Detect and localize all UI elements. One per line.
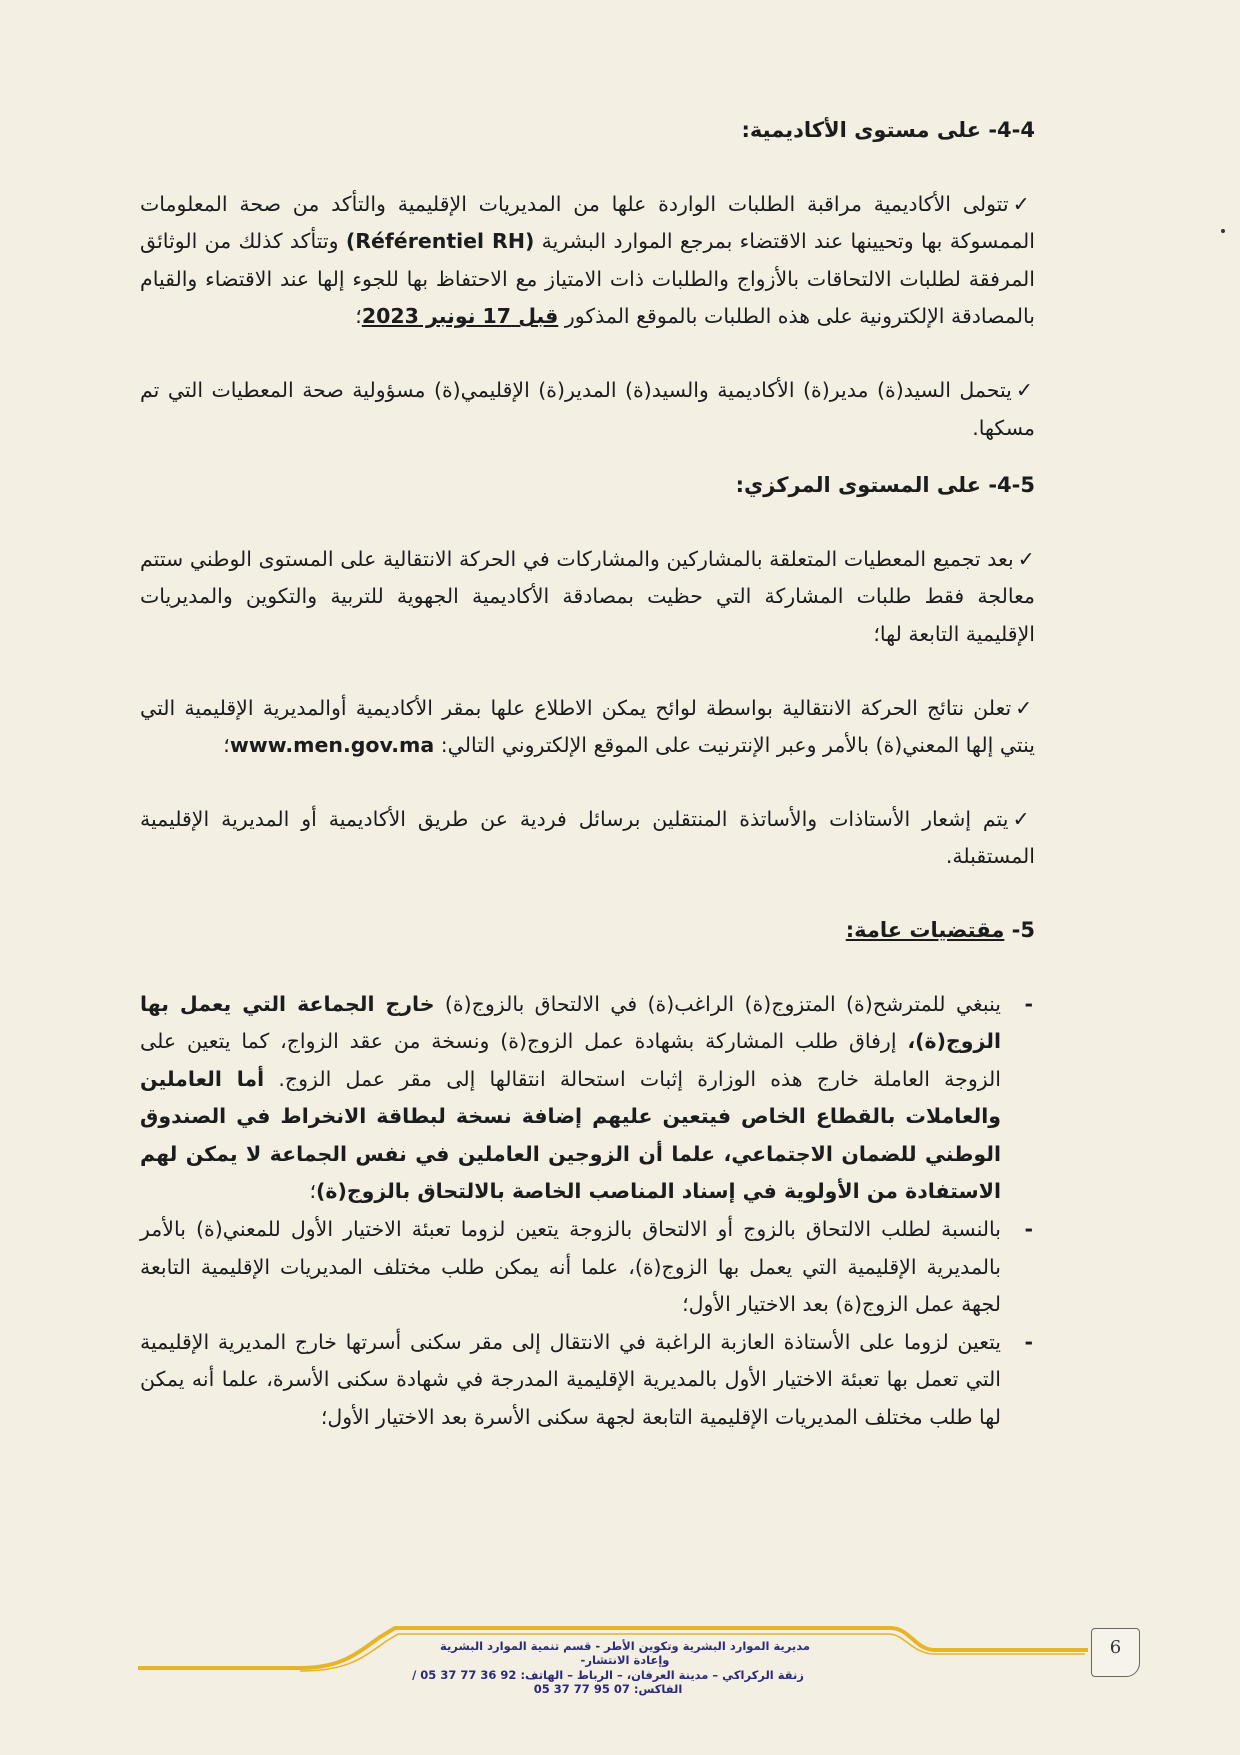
check-icon: ✓	[1017, 546, 1035, 571]
footer-department: مديرية الموارد البشرية وتكوين الأطر - قسم تنمية الموارد البشرية وإعادة الانتشار-	[440, 1639, 810, 1667]
section-4-4-item-2	[140, 372, 1035, 447]
item-end: ؛	[223, 733, 230, 758]
item-end: ؛	[355, 304, 362, 329]
item-text: ينبغي للمترشح(ة) المتزوج(ة) الراغب(ة) في الالتحاق بالزوج(ة)	[434, 991, 1001, 1016]
item-text: يتحمل السيد(ة) مدير(ة) الأكاديمية والسيد(ة) المدير(ة) الإقليمي(ة) مسؤولية صحة المعطيات التي تم مسكها.	[140, 377, 1035, 440]
section-5-item-2	[140, 1211, 1035, 1324]
section-5-item-3	[140, 1324, 1035, 1437]
deadline-date: قبل 17 نونبر 2023	[361, 304, 559, 329]
section-4-4-heading: 4-4- على مستوى الأكاديمية:	[741, 118, 1035, 142]
item-text: بعد تجميع المعطيات المتعلقة بالمشاركين والمشاركات في الحركة الانتقالية على المستوى الوطني ستتم معالجة فقط طلبات المشاركة التي حظيت بمصادقة الأكاديمية الجهوية للتربية والتكوين والمديريات الإقليمية التابعة لها؛	[140, 546, 1035, 646]
section-4-4-item-1	[140, 186, 1035, 336]
document-body	[140, 112, 1035, 1437]
item-text: يتم إشعار الأستاذات والأساتذة المنتقلين برسائل فردية عن طريق الأكاديمية أو المديرية الإقليمية المستقبلة.	[140, 806, 1035, 869]
item-text-bold: خارج الجماعة التي يعمل بها الزوج(ة)،	[140, 991, 1001, 1054]
dash-bullet-icon: -	[1024, 1217, 1033, 1242]
section-5-title: مقتضيات عامة:	[845, 917, 1005, 942]
section-4-5-heading: 4-5- على المستوى المركزي:	[735, 473, 1035, 498]
check-icon: ✓	[1012, 806, 1035, 831]
item-text: يتعين لزوما على الأستاذة العازبة الراغبة في الانتقال إلى مقر سكنى أسرتها خارج المديرية الإقليمية التي تعمل بها تعبئة الاختيار الأول بالمديرية الإقليمية المدرجة في شهادة سكنى الأسرة، علما أنه يمكن لها طلب مختلف المديريات الإقليمية التابعة لجهة سكنى الأسرة بعد الاختيار الأول؛	[140, 1329, 1001, 1430]
section-4-5-item-2	[140, 690, 1035, 765]
page-number-box	[1091, 1628, 1140, 1677]
section-5-number: 5-	[1011, 917, 1035, 942]
item-text: إرفاق طلب المشاركة بشهادة عمل الزوج(ة) ونسخة من عقد الزواج، كما يتعين على الزوجة العاملة خارج هذه الوزارة إثبات استحالة انتقالها إلى مقر عمل الزوج.	[140, 1029, 1001, 1091]
page-number: 6	[1109, 1637, 1122, 1658]
check-icon: ✓	[1015, 377, 1035, 402]
check-icon: ✓	[1015, 695, 1035, 720]
item-end: ؛	[309, 1179, 316, 1204]
item-text: وتتأكد كذلك من الوثائق المرفقة لطلبات الالتحاقات بالأزواج والطلبات ذات الامتياز مع الاحتفاظ بها للجوء إلها عند الاقتضاء والقيام بالمصادقة الإلكترونية على هذه الطلبات بالموقع المذكور	[140, 229, 1035, 329]
section-5-item-1	[140, 986, 1035, 1212]
section-5-heading	[140, 912, 1035, 950]
item-text-bold: أما العاملين والعاملات بالقطاع الخاص فيتعين عليهم إضافة نسخة لبطاقة الانخراط في الصندوق الوطني للضمان الاجتماعي، علما أن الزوجين العاملين في نفس الجماعة لا يمكن لهم الاستفادة من الأولوية في إسناد المناصب الخاصة بالالتحاق بالزوج(ة)	[140, 1066, 1001, 1204]
referentiel-rh-label: (Référentiel RH)	[345, 229, 535, 254]
item-text: بالنسبة لطلب الالتحاق بالزوج أو الالتحاق بالزوجة يتعين لزوما تعبئة الاختيار الأول للمعني(ة) بالأمر بالمديرية الإقليمية التي يعمل بها الزوج(ة)، علما أنه يمكن طلب مختلف المديريات الإقليمية التابعة لجهة عمل الزوج(ة) بعد الاختيار الأول؛	[140, 1217, 1001, 1317]
margin-dot	[1221, 229, 1225, 233]
footer-address: زنقة الركراكي – مدينة العرفان، – الرباط – الهاتف: 92 36 77 37 05 /الفاكس: 07 95 77 37 05	[412, 1668, 804, 1696]
dash-bullet-icon: -	[1024, 1329, 1033, 1354]
section-4-5-item-3	[140, 801, 1035, 876]
section-4-5-item-1	[140, 541, 1035, 654]
dash-bullet-icon: -	[1024, 991, 1033, 1016]
item-text: تعلن نتائج الحركة الانتقالية بواسطة لوائح يمكن الاطلاع علها بمقر الأكاديمية أوالمديرية الإقليمية التي ينتي إلها المعني(ة) بالأمر وعبر الإنترنيت على الموقع الإلكتروني التالي:	[140, 695, 1035, 758]
ministry-website-link[interactable]: www.men.gov.ma	[229, 733, 435, 758]
check-icon: ✓	[1012, 191, 1036, 216]
item-text: تتولى الأكاديمية مراقبة الطلبات الواردة علها من المديريات الإقليمية والتأكد من صحة المعلومات الممسوكة بها وتحيينها عند الاقتضاء بمرجع الموارد البشرية	[140, 191, 1035, 254]
